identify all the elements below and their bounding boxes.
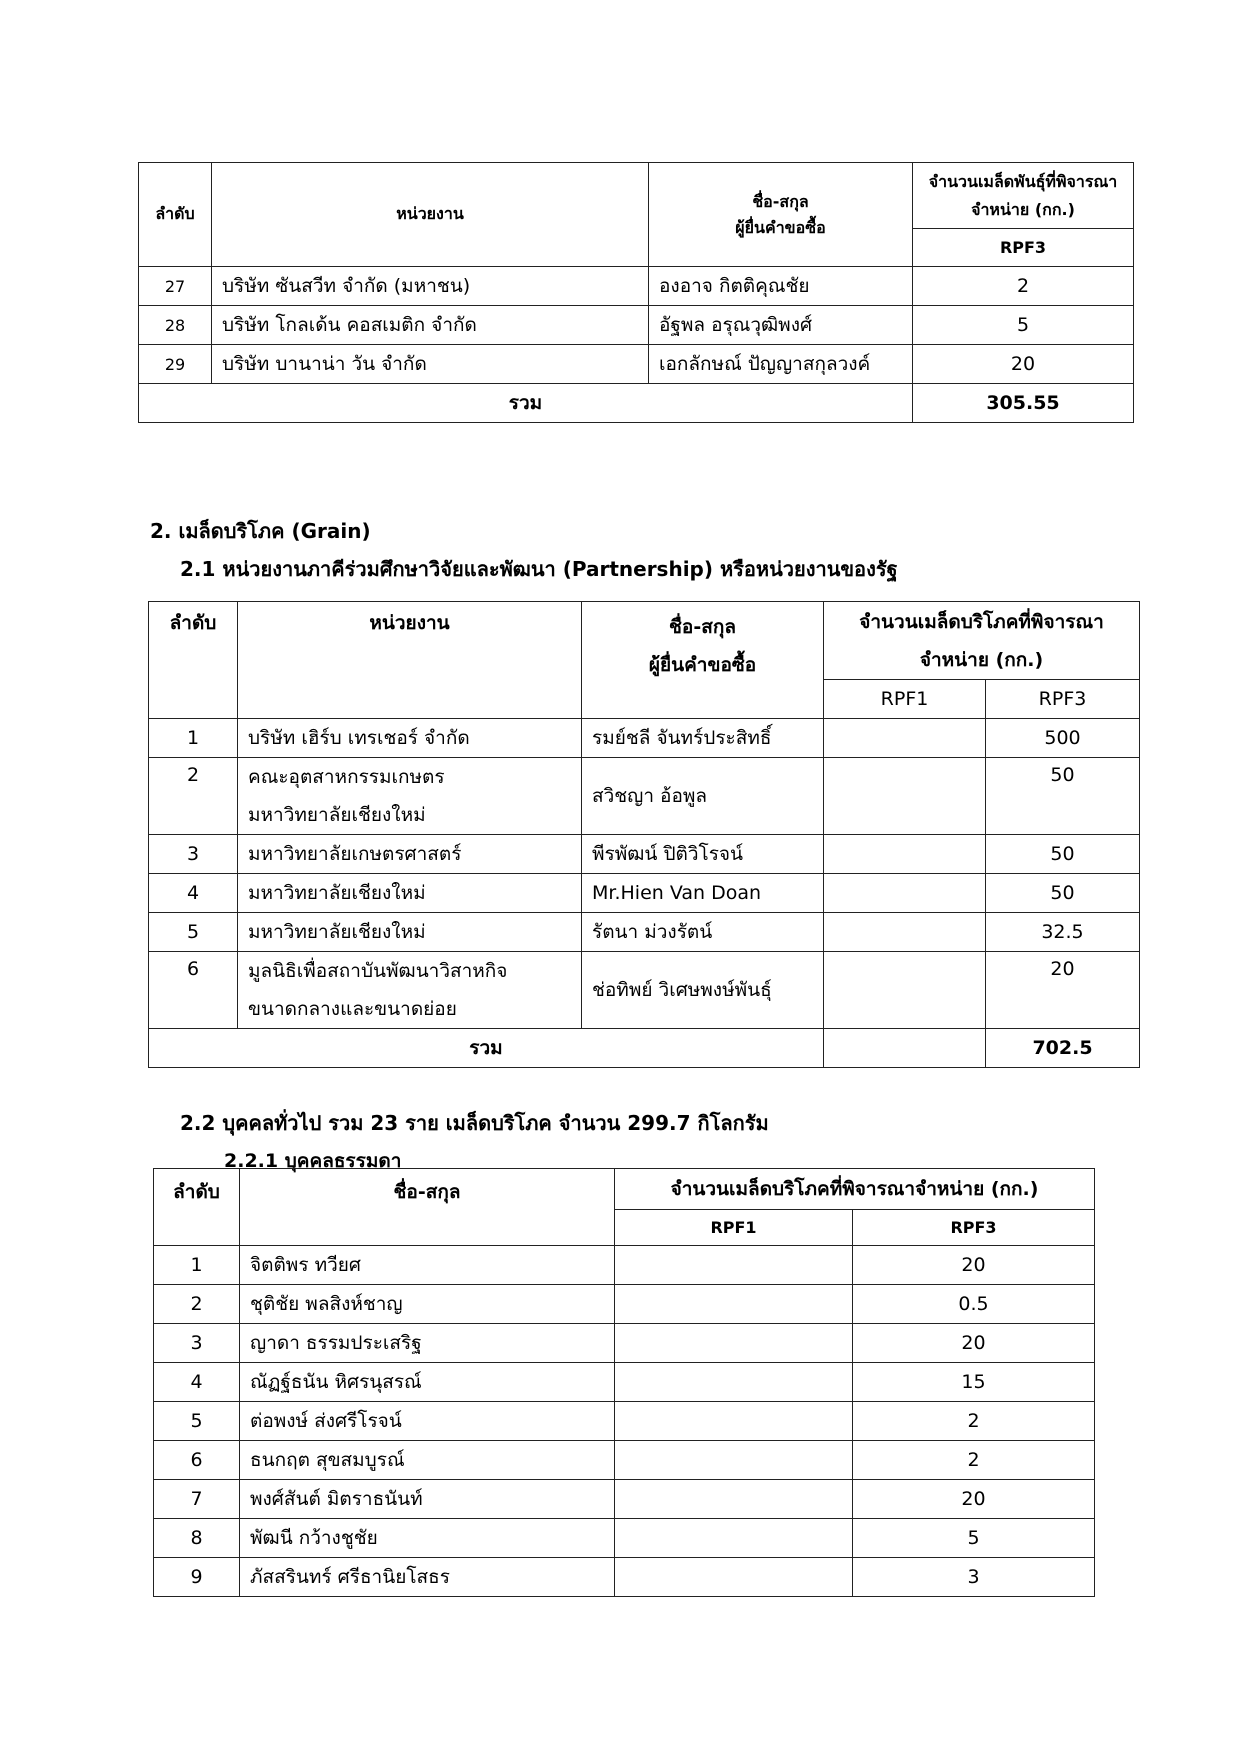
- row-rpf3: 20: [853, 1324, 1095, 1363]
- row-org: มหาวิทยาลัยเกษตรศาสตร์: [238, 835, 582, 874]
- col-header-rpf3: RPF3: [913, 229, 1134, 267]
- row-org: คณะอุตสาหกรรมเกษตร มหาวิทยาลัยเชียงใหม่: [238, 758, 582, 835]
- col-header-name: ชื่อ-สกุล: [240, 1169, 615, 1246]
- row-seq: 3: [149, 835, 238, 874]
- total-rpf1: [824, 1029, 986, 1068]
- row-rpf3: 50: [986, 758, 1140, 835]
- row-rpf1: [824, 952, 986, 1029]
- table-row: [154, 1246, 1095, 1285]
- row-seq: 1: [149, 719, 238, 758]
- row-rpf1: [824, 758, 986, 835]
- row-rpf1: [615, 1363, 853, 1402]
- row-name: ช่อทิพย์ วิเศษพงษ์พันธุ์: [582, 952, 824, 1029]
- row-name: ญาดา ธรรมประเสริฐ: [240, 1324, 615, 1363]
- row-seq: 4: [149, 874, 238, 913]
- section-title: 2. เมล็ดบริโภค (Grain): [150, 519, 371, 543]
- total-label: รวม: [139, 384, 913, 423]
- row-seq: 29: [139, 345, 212, 384]
- col-header-seq: ลำดับ: [149, 602, 238, 719]
- row-name: พงศ์สันต์ มิตราธนันท์: [240, 1480, 615, 1519]
- table-row: [154, 1480, 1095, 1519]
- row-seq: 5: [149, 913, 238, 952]
- row-seq: 5: [154, 1402, 240, 1441]
- table-row: [154, 1558, 1095, 1597]
- row-rpf3: 50: [986, 835, 1140, 874]
- row-rpf1: [615, 1441, 853, 1480]
- row-rpf3: 50: [986, 874, 1140, 913]
- row-name: Mr.Hien Van Doan: [582, 874, 824, 913]
- table-row: [139, 267, 1134, 306]
- col-header-qty: จำนวนเมล็ดบริโภคที่พิจารณาจำหน่าย (กก.): [615, 1169, 1095, 1210]
- row-rpf3: 15: [853, 1363, 1095, 1402]
- row-rpf3: 20: [853, 1480, 1095, 1519]
- row-name: พัฒนี กว้างชูชัย: [240, 1519, 615, 1558]
- row-seq: 27: [139, 267, 212, 306]
- row-seq: 2: [149, 758, 238, 835]
- row-rpf3: 2: [853, 1402, 1095, 1441]
- row-rpf1: [615, 1558, 853, 1597]
- row-seq: 9: [154, 1558, 240, 1597]
- table-row: [154, 1324, 1095, 1363]
- row-name: เอกลักษณ์ ปัญญาสกุลวงค์: [649, 345, 913, 384]
- row-rpf3: 0.5: [853, 1285, 1095, 1324]
- table-row: [154, 1402, 1095, 1441]
- row-org: มูลนิธิเพื่อสถาบันพัฒนาวิสาหกิจ ขนาดกลางและขนาดย่อย: [238, 952, 582, 1029]
- subsection-subtitle: 2.2.1 บุคคลธรรมดา: [224, 1150, 402, 1172]
- row-org: บริษัท ซันสวีท จำกัด (มหาชน): [212, 267, 649, 306]
- total-label: รวม: [149, 1029, 824, 1068]
- row-name: ภัสสรินทร์ ศรีธานิยโสธร: [240, 1558, 615, 1597]
- subsection-title: 2.1 หน่วยงานภาคีร่วมศึกษาวิจัยและพัฒนา (Partnership) หรือหน่วยงานของรัฐ: [180, 557, 898, 581]
- row-org: มหาวิทยาลัยเชียงใหม่: [238, 913, 582, 952]
- row-rpf1: [824, 719, 986, 758]
- col-header-org: หน่วยงาน: [238, 602, 582, 719]
- row-name: พีรพัฒน์ ปิติวิโรจน์: [582, 835, 824, 874]
- row-org: บริษัท โกลเด้น คอสเมติก จำกัด: [212, 306, 649, 345]
- col-header-name: ชื่อ-สกุล ผู้ยื่นคำขอซื้อ: [649, 163, 913, 267]
- row-rpf1: [615, 1480, 853, 1519]
- row-seq: 7: [154, 1480, 240, 1519]
- row-org: บริษัท เฮิร์บ เทรเชอร์ จำกัด: [238, 719, 582, 758]
- row-rpf1: [824, 835, 986, 874]
- row-name: รัตนา ม่วงรัตน์: [582, 913, 824, 952]
- row-seq: 6: [154, 1441, 240, 1480]
- row-rpf1: [615, 1519, 853, 1558]
- table-row: [154, 1441, 1095, 1480]
- row-rpf3: 2: [853, 1441, 1095, 1480]
- table-row: [149, 719, 1140, 758]
- table-row: [149, 758, 1140, 835]
- col-header-seq: ลำดับ: [139, 163, 212, 267]
- col-header-rpf1: RPF1: [615, 1210, 853, 1246]
- total-row: [139, 384, 1134, 423]
- row-rpf3: 3: [853, 1558, 1095, 1597]
- row-name: ธนกฤต สุขสมบูรณ์: [240, 1441, 615, 1480]
- row-seq: 8: [154, 1519, 240, 1558]
- row-name: องอาจ กิตติคุณชัย: [649, 267, 913, 306]
- table-row: [154, 1519, 1095, 1558]
- row-rpf1: [615, 1402, 853, 1441]
- row-rpf3: 32.5: [986, 913, 1140, 952]
- row-rpf1: [615, 1285, 853, 1324]
- row-rpf3: 500: [986, 719, 1140, 758]
- row-rpf3: 5: [913, 306, 1134, 345]
- row-rpf3: 2: [913, 267, 1134, 306]
- col-header-qty: จำนวนเมล็ดพันธุ์ที่พิจารณา จำหน่าย (กก.): [913, 163, 1134, 229]
- row-rpf1: [615, 1324, 853, 1363]
- table-row: [149, 874, 1140, 913]
- row-name: จิตติพร ทวียศ: [240, 1246, 615, 1285]
- row-name: ชุติชัย พลสิงห์ชาญ: [240, 1285, 615, 1324]
- row-seq: 3: [154, 1324, 240, 1363]
- row-rpf1: [615, 1246, 853, 1285]
- table-row: [154, 1363, 1095, 1402]
- col-header-rpf3: RPF3: [853, 1210, 1095, 1246]
- row-seq: 1: [154, 1246, 240, 1285]
- row-seq: 28: [139, 306, 212, 345]
- total-value: 702.5: [986, 1029, 1140, 1068]
- table-row: [139, 345, 1134, 384]
- row-rpf3: 20: [986, 952, 1140, 1029]
- row-seq: 6: [149, 952, 238, 1029]
- row-name: ณัฏฐ์ธนัน หิศรนุสรณ์: [240, 1363, 615, 1402]
- table-row: [149, 952, 1140, 1029]
- row-org: มหาวิทยาลัยเชียงใหม่: [238, 874, 582, 913]
- row-org: บริษัท บานาน่า วัน จำกัด: [212, 345, 649, 384]
- table-row: [139, 306, 1134, 345]
- grain-partnership-table: [148, 601, 1140, 1068]
- row-seq: 4: [154, 1363, 240, 1402]
- row-rpf3: 5: [853, 1519, 1095, 1558]
- individuals-table: [153, 1168, 1095, 1597]
- subsection-title: 2.2 บุคคลทั่วไป รวม 23 ราย เมล็ดบริโภค จำนวน 299.7 กิโลกรัม: [180, 1111, 769, 1135]
- col-header-seq: ลำดับ: [154, 1169, 240, 1246]
- col-header-qty: จำนวนเมล็ดบริโภคที่พิจารณา จำหน่าย (กก.): [824, 602, 1140, 680]
- seed-sales-table: [138, 162, 1134, 423]
- row-name: ต่อพงษ์ ส่งศรีโรจน์: [240, 1402, 615, 1441]
- table-row: [154, 1285, 1095, 1324]
- row-rpf1: [824, 913, 986, 952]
- row-name: อัฐพล อรุณวุฒิพงศ์: [649, 306, 913, 345]
- row-rpf3: 20: [853, 1246, 1095, 1285]
- total-value: 305.55: [913, 384, 1134, 423]
- row-rpf1: [824, 874, 986, 913]
- col-header-org: หน่วยงาน: [212, 163, 649, 267]
- row-seq: 2: [154, 1285, 240, 1324]
- row-name: รมย์ชลี จันทร์ประสิทธิ์: [582, 719, 824, 758]
- col-header-name: ชื่อ-สกุล ผู้ยื่นคำขอซื้อ: [582, 602, 824, 719]
- row-rpf3: 20: [913, 345, 1134, 384]
- total-row: [149, 1029, 1140, 1068]
- col-header-rpf1: RPF1: [824, 680, 986, 719]
- table-row: [149, 835, 1140, 874]
- row-name: สวิชญา อ้อพูล: [582, 758, 824, 835]
- table-row: [149, 913, 1140, 952]
- col-header-rpf3: RPF3: [986, 680, 1140, 719]
